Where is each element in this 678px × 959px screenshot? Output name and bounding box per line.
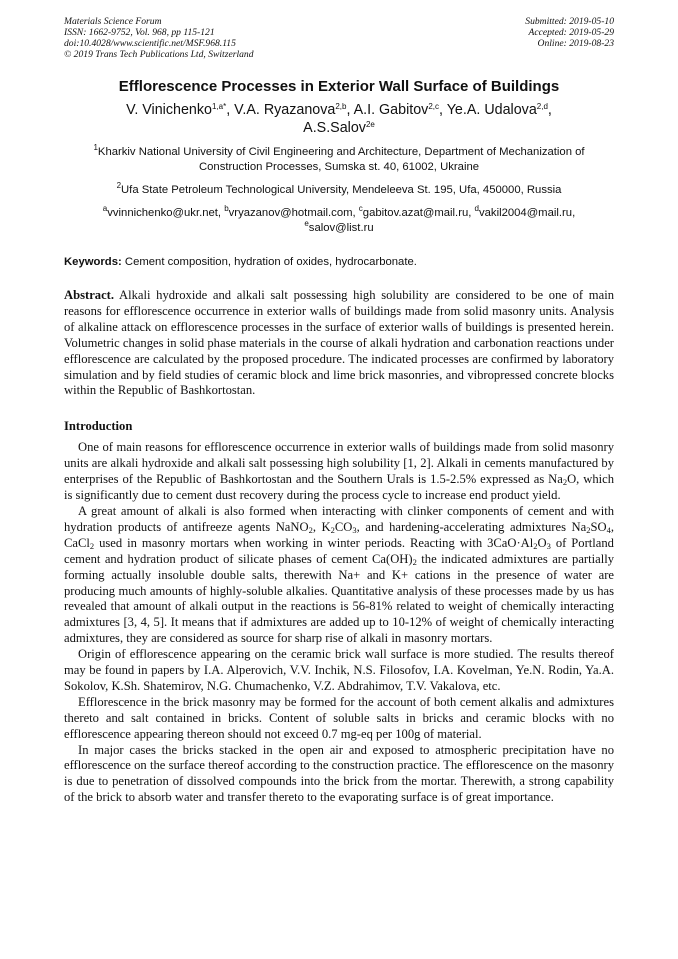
email-address: vakil2004@mail.ru, [478, 207, 576, 219]
author-superscript: 2,b [335, 102, 347, 111]
author-name: V. Vinichenko [126, 102, 212, 118]
subscript: 2 [89, 540, 95, 551]
journal-name: Materials Science Forum [64, 16, 162, 27]
email-superscript: a [102, 204, 108, 213]
paragraph-text: , K [312, 519, 331, 534]
author [234, 102, 353, 118]
email-address: vryazanov@hotmail.com, [228, 207, 359, 219]
author [303, 120, 375, 136]
paragraph-text: the indicated admixtures are partially forming actually insoluble double salts, therewith Na+ and K+ cations in the presence of water are producing much amounts of highly-soluble alkalies. Quantitative analysis of these processes made by us has revealed that amount of alkali output in the reactions is 56-81% related to weight of chemically interacting admixtures [3, 4, 5]. It means that if admixtures are added up to 10-12% of weight of chemically interacting admixtures, they are considered as source for sharp rise of alkali in masonry mortars. [64, 551, 614, 646]
subscript: 3 [546, 540, 551, 551]
keywords-label: Keywords: [64, 256, 122, 268]
author-superscript: 1,a* [211, 102, 227, 111]
affiliation-superscript: 1 [93, 143, 98, 152]
subscript: 2 [533, 540, 538, 551]
keywords [64, 255, 614, 269]
affiliation [64, 183, 614, 198]
author-separator: , [226, 102, 235, 118]
email-superscript: d [474, 204, 479, 213]
author [126, 102, 234, 118]
paragraph-text: One of main reasons for efflorescence occurrence in exterior walls of buildings made from solid masonry units are alkali hydroxide and alkali salt possessing high solubility [1, 2]. Alkali in cements manufactured by enterprises of the Republic of Bashkortostan and the Southern Urals is 1.5-2.5% expressed as Na [64, 440, 614, 487]
author-list [64, 101, 614, 137]
accepted-date: Accepted: 2019-05-29 [528, 27, 614, 38]
author-name: A.I. Gabitov [353, 102, 429, 118]
abstract [64, 288, 614, 399]
paper-page [64, 16, 614, 806]
paragraph-text: O, which is significantly due to cement dust recovery during the process cycle to increase end product yield. [64, 472, 615, 503]
author-superscript: 2e [365, 120, 375, 129]
paragraph-text: SO [590, 519, 607, 534]
subscript: 2 [412, 556, 417, 567]
email-superscript: c [358, 204, 363, 213]
paragraph-text: of Portland cement and hydration product of silicate phases of cement Ca(OH) [64, 535, 614, 566]
issn-line: ISSN: 1662-9752, Vol. 968, pp 115-121 [64, 27, 215, 38]
author [354, 102, 447, 118]
author-separator: , [346, 102, 354, 118]
online-date: Online: 2019-08-23 [537, 38, 614, 49]
email-list [64, 206, 614, 235]
author-name: A.S.Salov [303, 120, 366, 136]
abstract-label: Abstract. [64, 288, 115, 302]
subscript: 2 [330, 524, 335, 535]
email-address: gabitov.azat@mail.ru, [362, 207, 475, 219]
email-superscript: e [304, 218, 309, 228]
email-entry [224, 204, 359, 219]
author-name: V.A. Ryazanova [234, 102, 336, 118]
author-separator: , [439, 102, 447, 118]
publication-dates [525, 16, 614, 60]
subscript: 2 [308, 524, 313, 535]
email-superscript: b [224, 204, 229, 213]
author-superscript: 2,d [536, 102, 548, 111]
affiliation-superscript: 2 [116, 181, 122, 190]
subscript: 4 [606, 524, 611, 535]
submitted-date: Submitted: 2019-05-10 [525, 16, 614, 27]
paragraph: In major cases the bricks stacked in the open air and exposed to atmospheric precipitation have no efflorescence on the surface thereof according to the construction practice. The efflorescence on the masonry is due to penetration of dissolved compounds into the brick from the mortar. Therewith, a strong capability of the brick to absorb water and transfer thereto to the evaporating surface is of great importance. [64, 742, 614, 805]
email-address: salov@list.ru [308, 221, 374, 234]
author-superscript: 2,c [428, 102, 439, 111]
email-entry [358, 204, 475, 219]
email-entry [102, 204, 225, 219]
email-entry [304, 218, 374, 234]
subscript: 2 [562, 477, 568, 488]
paragraph-text: O [537, 535, 547, 550]
publication-header [64, 16, 614, 60]
section-heading: Introduction [64, 419, 133, 434]
author [447, 102, 552, 118]
author-separator: , [547, 102, 552, 118]
journal-info [64, 16, 254, 60]
paragraph [64, 504, 614, 647]
paragraph-text: , CaCl [64, 519, 614, 550]
affiliation [64, 145, 614, 175]
abstract-text: Alkali hydroxide and alkali salt possessing high solubility are considered to be one of main reasons for efflorescence occurrence in exterior walls of buildings made from solid masonry units. Analysis of alkaline attack on efflorescence processes in the surface of exterior walls of buildings is presented herein. Volumetric changes in solid phase materials in the course of alkali hydration and carbonation reactions under efflorescence are calculated by the proposed procedure. The indicated processes are confirmed by laboratory simulation and by field studies of ceramic block and lime brick masonries, and vibropressed concrete blocks within the Republic of Bashkortostan. [64, 288, 614, 398]
paragraph-text: CO [334, 519, 353, 534]
subscript: 3 [352, 524, 357, 535]
email-entry [474, 204, 576, 219]
affiliation-text: Ufa State Petroleum Technological University, Mendeleeva St. 195, Ufa, 450000, Russia [121, 184, 562, 196]
paragraph [64, 440, 614, 504]
paragraph-text: used in masonry mortars when working in winter periods. Reacting with 3CaO·Al [94, 535, 534, 550]
email-address: vvinnichenko@ukr.net, [107, 207, 225, 219]
author-name: Ye.A. Udalova [446, 102, 537, 118]
copyright-line: © 2019 Trans Tech Publications Ltd, Switzerland [64, 49, 254, 60]
paragraph-text: A great amount of alkali is also formed when interacting with clinker components of cement and with hydration products of antifreeze agents NaNO [64, 503, 614, 534]
keywords-text: Cement composition, hydration of oxides, hydrocarbonate. [121, 256, 417, 268]
paragraph-text: , and hardening-accelerating admixtures Na [356, 519, 587, 534]
paper-title: Efflorescence Processes in Exterior Wall Surface of Buildings [118, 78, 560, 95]
paragraph: Efflorescence in the brick masonry may be formed for the account of both cement alkalis and admixtures thereto and salt contained in bricks. Content of soluble salts in bricks and ceramic blocks with no efflorescence appearing thereon should not exceed 0.7 mg-eq per 100g of material. [64, 694, 614, 741]
affiliation-text: Kharkiv National University of Civil Engineering and Architecture, Department of Mechanization of Construction Processes, Sumska st. 40, 61002, Ukraine [97, 146, 585, 173]
subscript: 2 [586, 524, 591, 535]
doi-line: doi:10.4028/www.scientific.net/MSF.968.115 [64, 38, 236, 49]
paragraph: Origin of efflorescence appearing on the ceramic brick wall surface is more studied. The results thereof may be found in papers by I.A. Alperovich, V.V. Inchik, N.S. Filosofov, I.A. Kovelman, Ye.N. Rodin, Ya.A. Sokolov, K.Sh. Shatemirov, N.G. Chumachenko, V.Z. Abdrahimov, T.V. Vakalova, etc. [64, 647, 614, 693]
